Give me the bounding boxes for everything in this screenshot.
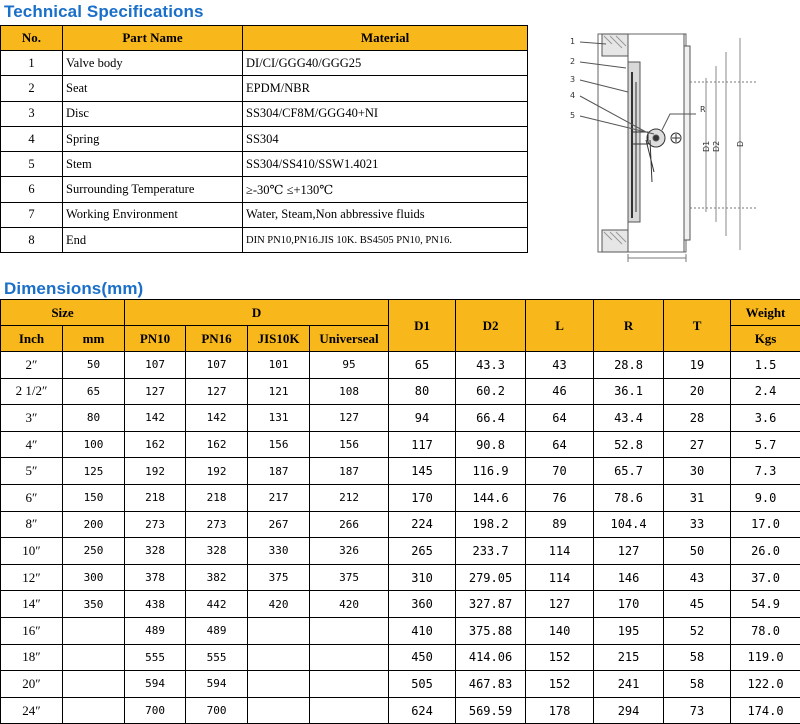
cell-jis10k: 187 bbox=[248, 458, 310, 485]
cell-pn16: 700 bbox=[186, 697, 248, 724]
spec-cell-material: DIN PN10,PN16.JIS 10K. BS4505 PN10, PN16. bbox=[243, 228, 528, 253]
cell-pn16: 107 bbox=[186, 352, 248, 379]
cell-weight: 9.0 bbox=[731, 484, 800, 511]
table-row bbox=[1, 671, 800, 698]
dim-header-row-1 bbox=[1, 300, 800, 326]
cell-t: 73 bbox=[664, 697, 731, 724]
cell-pn10: 107 bbox=[125, 352, 186, 379]
header-d2: D2 bbox=[456, 300, 526, 352]
cell-pn10: 273 bbox=[125, 511, 186, 538]
cell-mm: 80 bbox=[63, 405, 125, 432]
header-pn10: PN10 bbox=[125, 326, 186, 352]
cell-inch: 5″ bbox=[1, 458, 63, 485]
cell-t: 19 bbox=[664, 352, 731, 379]
spec-cell-no: 5 bbox=[1, 152, 63, 177]
spec-row bbox=[1, 177, 528, 202]
cell-jis10k bbox=[248, 644, 310, 671]
cell-d1: 224 bbox=[389, 511, 456, 538]
spec-cell-part: Stem bbox=[63, 152, 243, 177]
cell-pn10: 142 bbox=[125, 405, 186, 432]
cell-l: 152 bbox=[526, 671, 594, 698]
cell-d2: 327.87 bbox=[456, 591, 526, 618]
cell-l: 178 bbox=[526, 697, 594, 724]
header-size: Size bbox=[1, 300, 125, 326]
cell-jis10k: 156 bbox=[248, 431, 310, 458]
table-row bbox=[1, 484, 800, 511]
cell-weight: 17.0 bbox=[731, 511, 800, 538]
cell-jis10k bbox=[248, 671, 310, 698]
cell-d1: 265 bbox=[389, 538, 456, 565]
cell-universal bbox=[310, 617, 389, 644]
cell-r: 28.8 bbox=[594, 352, 664, 379]
dimensions-table bbox=[0, 299, 800, 724]
cell-pn10: 162 bbox=[125, 431, 186, 458]
spec-row bbox=[1, 126, 528, 151]
cell-inch: 2″ bbox=[1, 352, 63, 379]
cell-inch: 2 1/2″ bbox=[1, 378, 63, 405]
cell-l: 43 bbox=[526, 352, 594, 379]
table-row bbox=[1, 431, 800, 458]
cell-pn10: 127 bbox=[125, 378, 186, 405]
cell-weight: 37.0 bbox=[731, 564, 800, 591]
diagram-label: D1 bbox=[702, 141, 711, 152]
cell-mm bbox=[63, 617, 125, 644]
cell-r: 294 bbox=[594, 697, 664, 724]
cell-universal: 127 bbox=[310, 405, 389, 432]
cell-weight: 2.4 bbox=[731, 378, 800, 405]
diagram-label: D2 bbox=[712, 141, 721, 152]
cell-t: 33 bbox=[664, 511, 731, 538]
header-pn16: PN16 bbox=[186, 326, 248, 352]
cell-d1: 145 bbox=[389, 458, 456, 485]
header-d1: D1 bbox=[389, 300, 456, 352]
spec-cell-no: 3 bbox=[1, 101, 63, 126]
cell-d2: 198.2 bbox=[456, 511, 526, 538]
cell-l: 64 bbox=[526, 431, 594, 458]
cell-d1: 65 bbox=[389, 352, 456, 379]
table-row bbox=[1, 617, 800, 644]
header-kgs: Kgs bbox=[731, 326, 800, 352]
header-mm: mm bbox=[63, 326, 125, 352]
cell-r: 146 bbox=[594, 564, 664, 591]
cell-d1: 505 bbox=[389, 671, 456, 698]
cell-t: 43 bbox=[664, 564, 731, 591]
cell-d1: 94 bbox=[389, 405, 456, 432]
cell-mm: 50 bbox=[63, 352, 125, 379]
diagram-label: R bbox=[700, 105, 706, 114]
spec-cell-material: SS304/CF8M/GGG40+NI bbox=[243, 101, 528, 126]
table-row bbox=[1, 405, 800, 432]
cell-weight: 122.0 bbox=[731, 671, 800, 698]
cell-pn16: 142 bbox=[186, 405, 248, 432]
cell-weight: 3.6 bbox=[731, 405, 800, 432]
spec-cell-no: 7 bbox=[1, 202, 63, 227]
cell-d1: 310 bbox=[389, 564, 456, 591]
spec-row bbox=[1, 202, 528, 227]
cell-d1: 410 bbox=[389, 617, 456, 644]
cell-t: 58 bbox=[664, 644, 731, 671]
cell-d1: 117 bbox=[389, 431, 456, 458]
cell-jis10k: 217 bbox=[248, 484, 310, 511]
cell-l: 46 bbox=[526, 378, 594, 405]
header-r: R bbox=[594, 300, 664, 352]
cell-l: 76 bbox=[526, 484, 594, 511]
table-row bbox=[1, 511, 800, 538]
cell-inch: 6″ bbox=[1, 484, 63, 511]
cell-d2: 467.83 bbox=[456, 671, 526, 698]
cell-mm: 350 bbox=[63, 591, 125, 618]
cell-weight: 119.0 bbox=[731, 644, 800, 671]
cell-d1: 360 bbox=[389, 591, 456, 618]
cell-pn10: 328 bbox=[125, 538, 186, 565]
cell-mm: 150 bbox=[63, 484, 125, 511]
cell-t: 58 bbox=[664, 671, 731, 698]
header-jis10k: JIS10K bbox=[248, 326, 310, 352]
valve-cross-section-diagram bbox=[566, 22, 800, 272]
cell-mm: 100 bbox=[63, 431, 125, 458]
cell-t: 31 bbox=[664, 484, 731, 511]
header-l: L bbox=[526, 300, 594, 352]
cell-pn16: 442 bbox=[186, 591, 248, 618]
cell-inch: 4″ bbox=[1, 431, 63, 458]
cell-d2: 233.7 bbox=[456, 538, 526, 565]
cell-weight: 5.7 bbox=[731, 431, 800, 458]
header-d: D bbox=[125, 300, 389, 326]
cell-inch: 12″ bbox=[1, 564, 63, 591]
cell-pn10: 378 bbox=[125, 564, 186, 591]
spec-cell-no: 4 bbox=[1, 126, 63, 151]
cell-pn16: 594 bbox=[186, 671, 248, 698]
cell-pn10: 700 bbox=[125, 697, 186, 724]
cell-r: 195 bbox=[594, 617, 664, 644]
cell-inch: 16″ bbox=[1, 617, 63, 644]
cell-jis10k: 131 bbox=[248, 405, 310, 432]
spec-cell-no: 1 bbox=[1, 51, 63, 76]
spec-header-row bbox=[1, 26, 528, 51]
cell-mm bbox=[63, 671, 125, 698]
cell-universal: 95 bbox=[310, 352, 389, 379]
cell-universal: 156 bbox=[310, 431, 389, 458]
spec-table bbox=[0, 25, 528, 253]
cell-l: 89 bbox=[526, 511, 594, 538]
spec-cell-material: SS304/SS410/SSW1.4021 bbox=[243, 152, 528, 177]
cell-r: 52.8 bbox=[594, 431, 664, 458]
cell-mm: 65 bbox=[63, 378, 125, 405]
cell-universal: 212 bbox=[310, 484, 389, 511]
diagram-callout-number: 5 bbox=[570, 111, 575, 120]
spec-cell-part: End bbox=[63, 228, 243, 253]
cell-l: 70 bbox=[526, 458, 594, 485]
cell-pn10: 192 bbox=[125, 458, 186, 485]
cell-pn10: 489 bbox=[125, 617, 186, 644]
spec-cell-part: Disc bbox=[63, 101, 243, 126]
spec-cell-no: 6 bbox=[1, 177, 63, 202]
spec-row bbox=[1, 101, 528, 126]
cell-l: 140 bbox=[526, 617, 594, 644]
table-row bbox=[1, 591, 800, 618]
cell-pn16: 127 bbox=[186, 378, 248, 405]
table-row bbox=[1, 458, 800, 485]
cell-universal bbox=[310, 671, 389, 698]
cell-l: 64 bbox=[526, 405, 594, 432]
cell-t: 50 bbox=[664, 538, 731, 565]
header-material: Material bbox=[243, 26, 528, 51]
spec-cell-part: Surrounding Temperature bbox=[63, 177, 243, 202]
cell-pn16: 162 bbox=[186, 431, 248, 458]
cell-universal: 108 bbox=[310, 378, 389, 405]
cell-universal: 420 bbox=[310, 591, 389, 618]
diagram-callout-number: 3 bbox=[570, 75, 575, 84]
cell-l: 152 bbox=[526, 644, 594, 671]
cell-inch: 3″ bbox=[1, 405, 63, 432]
cell-pn16: 218 bbox=[186, 484, 248, 511]
cell-weight: 1.5 bbox=[731, 352, 800, 379]
spec-row bbox=[1, 51, 528, 76]
spec-cell-material: Water, Steam,Non abbressive fluids bbox=[243, 202, 528, 227]
cell-pn16: 382 bbox=[186, 564, 248, 591]
cell-universal: 187 bbox=[310, 458, 389, 485]
cell-pn16: 192 bbox=[186, 458, 248, 485]
cell-universal: 266 bbox=[310, 511, 389, 538]
table-row bbox=[1, 538, 800, 565]
cell-weight: 7.3 bbox=[731, 458, 800, 485]
diagram-callout-number: 1 bbox=[570, 37, 575, 46]
header-weight: Weight bbox=[731, 300, 800, 326]
cell-mm: 125 bbox=[63, 458, 125, 485]
cell-d1: 80 bbox=[389, 378, 456, 405]
spec-cell-material: SS304 bbox=[243, 126, 528, 151]
cell-d2: 375.88 bbox=[456, 617, 526, 644]
cell-inch: 10″ bbox=[1, 538, 63, 565]
cell-mm bbox=[63, 644, 125, 671]
cell-jis10k: 330 bbox=[248, 538, 310, 565]
cell-r: 43.4 bbox=[594, 405, 664, 432]
diagram-label: D bbox=[736, 141, 745, 147]
spec-cell-part: Working Environment bbox=[63, 202, 243, 227]
diagram-callout-number: 2 bbox=[570, 57, 575, 66]
cell-inch: 18″ bbox=[1, 644, 63, 671]
cell-d2: 66.4 bbox=[456, 405, 526, 432]
spec-cell-material: ≥-30℃ ≤+130℃ bbox=[243, 177, 528, 202]
spec-cell-part: Valve body bbox=[63, 51, 243, 76]
cell-d2: 43.3 bbox=[456, 352, 526, 379]
cell-jis10k bbox=[248, 617, 310, 644]
header-universal: Universeal bbox=[310, 326, 389, 352]
cell-d2: 569.59 bbox=[456, 697, 526, 724]
cell-weight: 26.0 bbox=[731, 538, 800, 565]
cell-t: 45 bbox=[664, 591, 731, 618]
cell-d2: 414.06 bbox=[456, 644, 526, 671]
cell-jis10k: 420 bbox=[248, 591, 310, 618]
cell-d2: 90.8 bbox=[456, 431, 526, 458]
dim-section-title: Dimensions(mm) bbox=[4, 279, 143, 299]
cell-l: 127 bbox=[526, 591, 594, 618]
header-no: No. bbox=[1, 26, 63, 51]
cell-t: 28 bbox=[664, 405, 731, 432]
spec-row bbox=[1, 76, 528, 101]
table-row bbox=[1, 378, 800, 405]
cell-d2: 60.2 bbox=[456, 378, 526, 405]
cell-t: 20 bbox=[664, 378, 731, 405]
spec-section-title: Technical Specifications bbox=[4, 2, 204, 22]
cell-r: 170 bbox=[594, 591, 664, 618]
cell-r: 241 bbox=[594, 671, 664, 698]
cell-d1: 450 bbox=[389, 644, 456, 671]
cell-inch: 8″ bbox=[1, 511, 63, 538]
cell-pn16: 328 bbox=[186, 538, 248, 565]
cell-pn16: 273 bbox=[186, 511, 248, 538]
diagram-callout-number: 4 bbox=[570, 91, 575, 100]
header-t: T bbox=[664, 300, 731, 352]
cell-pn10: 438 bbox=[125, 591, 186, 618]
table-row bbox=[1, 564, 800, 591]
cell-pn16: 555 bbox=[186, 644, 248, 671]
cell-inch: 24″ bbox=[1, 697, 63, 724]
cell-weight: 174.0 bbox=[731, 697, 800, 724]
cell-mm: 250 bbox=[63, 538, 125, 565]
cell-mm: 300 bbox=[63, 564, 125, 591]
cell-t: 27 bbox=[664, 431, 731, 458]
cell-jis10k: 267 bbox=[248, 511, 310, 538]
table-row bbox=[1, 644, 800, 671]
cell-jis10k: 375 bbox=[248, 564, 310, 591]
cell-jis10k: 121 bbox=[248, 378, 310, 405]
spec-cell-material: EPDM/NBR bbox=[243, 76, 528, 101]
cell-r: 215 bbox=[594, 644, 664, 671]
spec-row bbox=[1, 152, 528, 177]
cell-universal: 326 bbox=[310, 538, 389, 565]
cell-mm: 200 bbox=[63, 511, 125, 538]
table-row bbox=[1, 352, 800, 379]
cell-r: 104.4 bbox=[594, 511, 664, 538]
cell-r: 36.1 bbox=[594, 378, 664, 405]
header-part-name: Part Name bbox=[63, 26, 243, 51]
spec-cell-material: DI/CI/GGG40/GGG25 bbox=[243, 51, 528, 76]
spec-cell-no: 8 bbox=[1, 228, 63, 253]
cell-r: 127 bbox=[594, 538, 664, 565]
cell-d2: 116.9 bbox=[456, 458, 526, 485]
cell-d2: 279.05 bbox=[456, 564, 526, 591]
cell-t: 52 bbox=[664, 617, 731, 644]
cell-pn10: 594 bbox=[125, 671, 186, 698]
spec-cell-part: Spring bbox=[63, 126, 243, 151]
cell-d1: 170 bbox=[389, 484, 456, 511]
cell-inch: 20″ bbox=[1, 671, 63, 698]
cell-r: 65.7 bbox=[594, 458, 664, 485]
cell-l: 114 bbox=[526, 538, 594, 565]
cell-t: 30 bbox=[664, 458, 731, 485]
spec-cell-part: Seat bbox=[63, 76, 243, 101]
cell-inch: 14″ bbox=[1, 591, 63, 618]
cell-r: 78.6 bbox=[594, 484, 664, 511]
cell-weight: 78.0 bbox=[731, 617, 800, 644]
cell-d1: 624 bbox=[389, 697, 456, 724]
cell-pn10: 555 bbox=[125, 644, 186, 671]
cell-d2: 144.6 bbox=[456, 484, 526, 511]
cell-pn10: 218 bbox=[125, 484, 186, 511]
cell-weight: 54.9 bbox=[731, 591, 800, 618]
cell-jis10k: 101 bbox=[248, 352, 310, 379]
spec-row bbox=[1, 228, 528, 253]
header-inch: Inch bbox=[1, 326, 63, 352]
cell-universal bbox=[310, 644, 389, 671]
cell-universal: 375 bbox=[310, 564, 389, 591]
cell-pn16: 489 bbox=[186, 617, 248, 644]
spec-cell-no: 2 bbox=[1, 76, 63, 101]
cell-l: 114 bbox=[526, 564, 594, 591]
